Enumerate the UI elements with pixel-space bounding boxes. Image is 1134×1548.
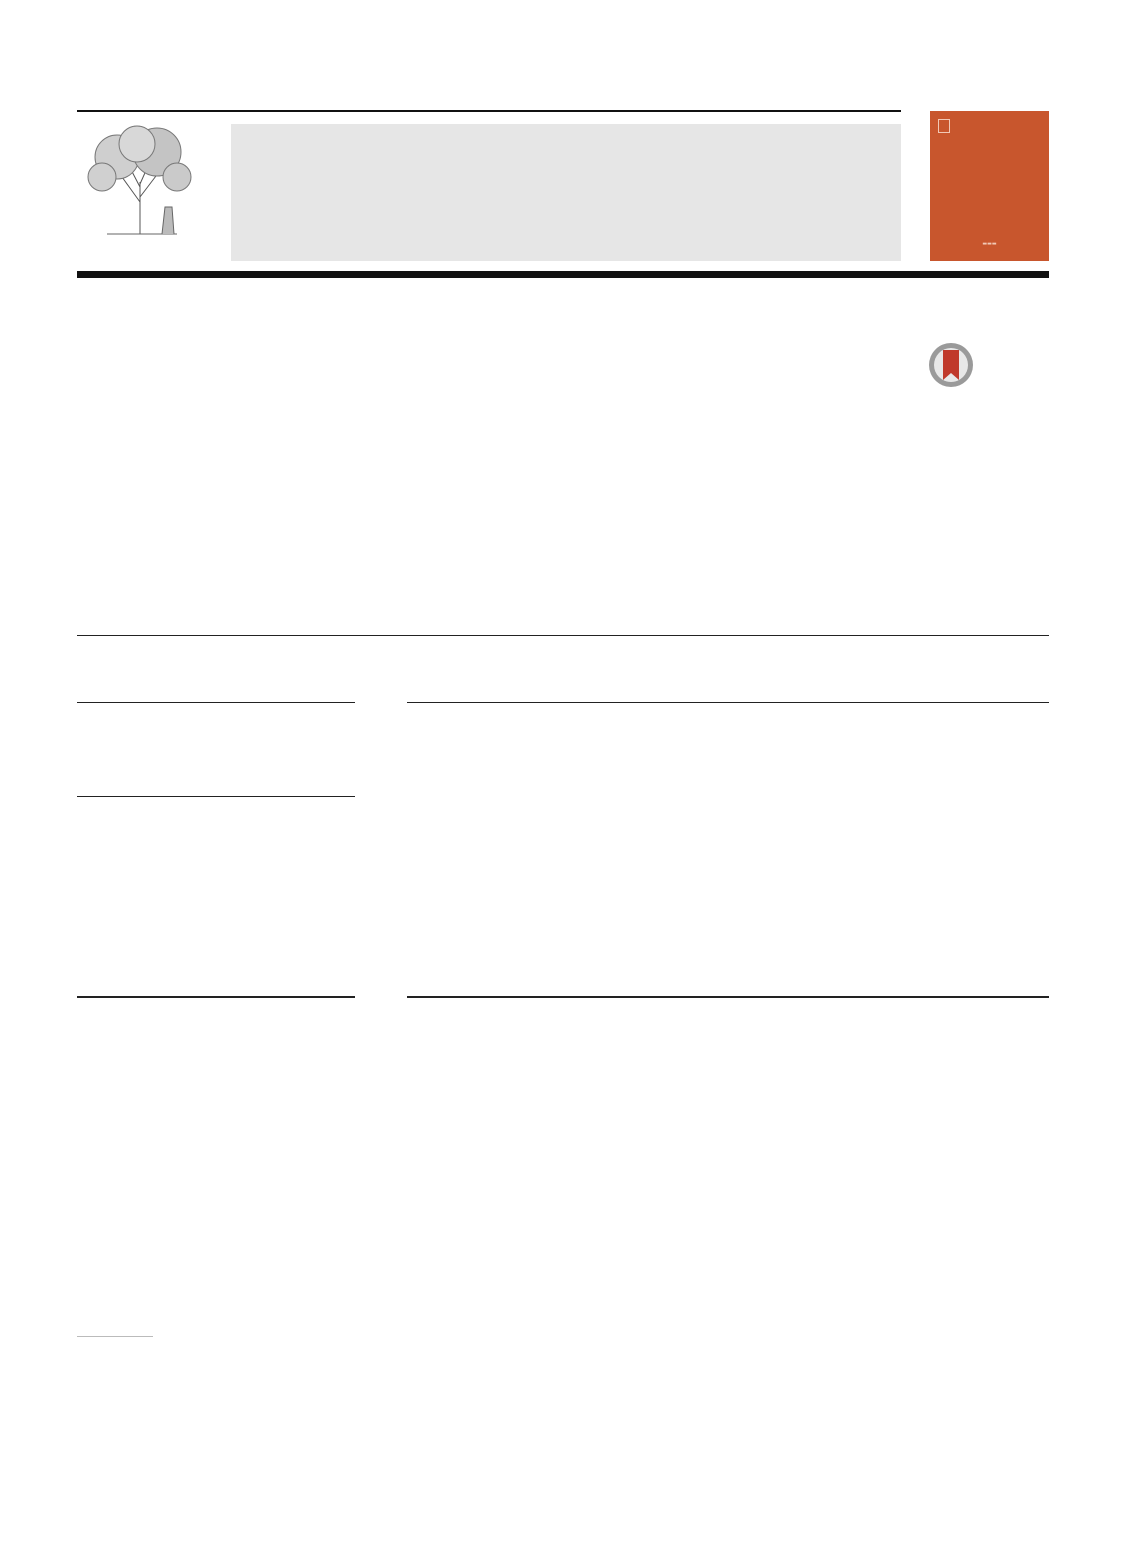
footnote-rule — [77, 1336, 153, 1337]
cover-footer-mark: ▬▬▬ — [982, 241, 997, 247]
article-info-rule — [77, 702, 355, 703]
cover-logo-icon — [938, 119, 950, 133]
article-info-bottom-rule — [77, 996, 355, 998]
affiliation-rule — [77, 635, 1049, 636]
crossmark-button[interactable] — [928, 342, 1058, 390]
header-rule — [77, 110, 901, 112]
journal-cover[interactable] — [930, 111, 1049, 261]
history-rule — [77, 796, 355, 797]
abstract-bottom-rule — [407, 996, 1049, 998]
crossmark-icon — [928, 342, 974, 388]
elsevier-logo — [77, 122, 203, 264]
journal-banner — [231, 124, 901, 261]
tree-icon — [77, 122, 203, 237]
header-thick-rule — [77, 271, 1049, 278]
abstract-rule — [407, 702, 1049, 703]
